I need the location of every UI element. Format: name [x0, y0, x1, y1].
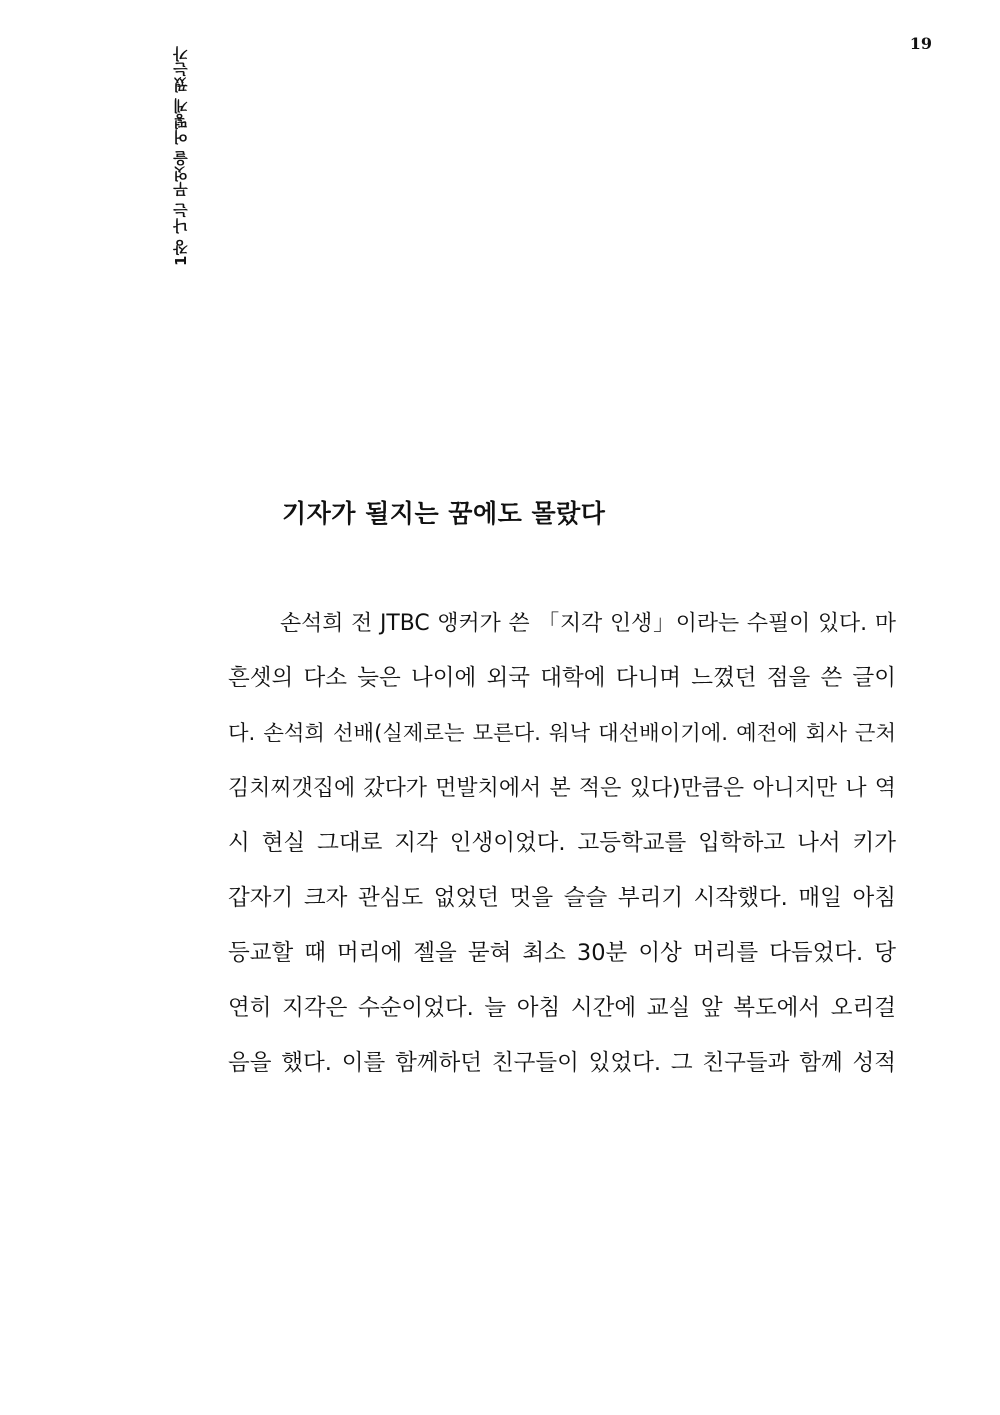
text-line: 손석희 전 JTBC 앵커가 쓴 「지각 인생」이라는 수필이 있다. 마 — [280, 611, 896, 636]
text-line: 연히 지각은 수순이었다. 늘 아침 시간에 교실 앞 복도에서 오리걸 — [228, 995, 896, 1021]
section-title: 기자가 될지는 꿈에도 몰랐다 — [282, 499, 606, 528]
text-line: 흔셋의 다소 늦은 나이에 외국 대학에 다니며 느꼈던 점을 쓴 글이 — [228, 665, 896, 691]
body-paragraph — [228, 596, 896, 1091]
text-line: 김치찌갯집에 갔다가 먼발치에서 본 적은 있다)만큼은 아니지만 나 역 — [228, 776, 896, 801]
text-line: 시 현실 그대로 지각 인생이었다. 고등학교를 입학하고 나서 키가 — [228, 830, 896, 856]
page-number: 19 — [909, 34, 932, 53]
running-header: 1장 나는 무엇을 어떻게 꿨는가 — [172, 46, 190, 266]
text-line: 갑자기 크자 관심도 없었던 멋을 슬슬 부리기 시작했다. 매일 아침 — [228, 885, 896, 911]
text-line: 다. 손석희 선배(실제로는 모른다. 워낙 대선배이기에. 예전에 회사 근처 — [228, 721, 896, 746]
text-line: 음을 했다. 이를 함께하던 친구들이 있었다. 그 친구들과 함께 성적 — [228, 1050, 896, 1076]
text-line: 등교할 때 머리에 젤을 묻혀 최소 30분 이상 머리를 다듬었다. 당 — [228, 940, 896, 966]
